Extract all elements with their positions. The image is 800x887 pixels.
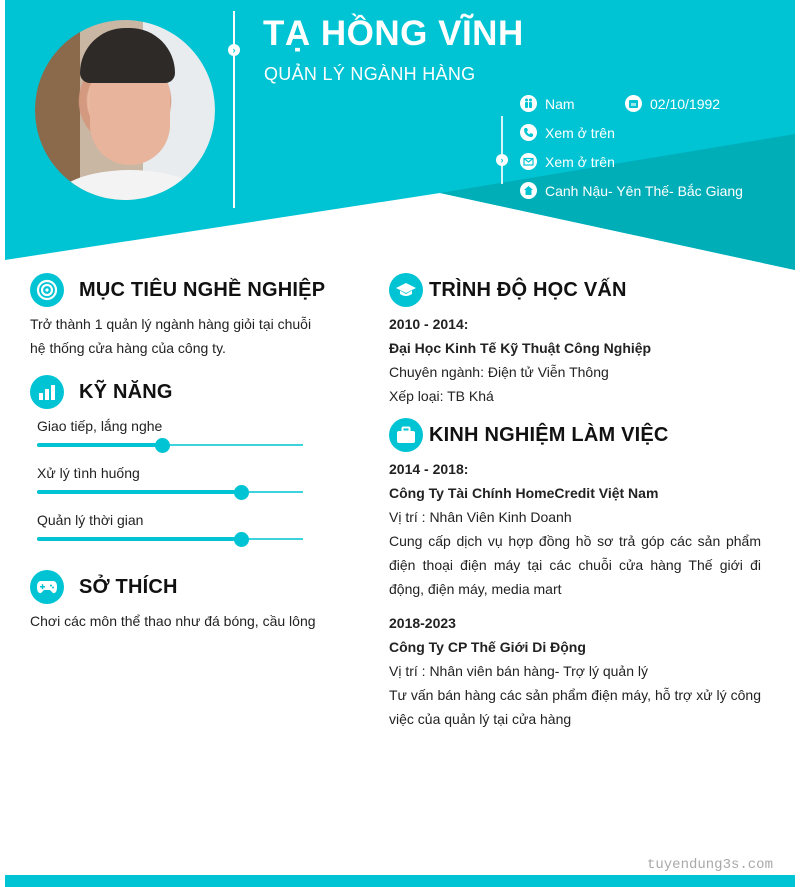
- briefcase-icon: [389, 418, 423, 452]
- calendar-icon: [625, 95, 642, 112]
- section-objective-heading: [30, 273, 325, 307]
- gender-icon: [520, 95, 537, 112]
- education-block: [389, 312, 761, 408]
- section-title: TRÌNH ĐỘ HỌC VẤN: [429, 278, 627, 301]
- section-title: MỤC TIÊU NGHỀ NGHIỆP: [79, 278, 326, 301]
- home-icon: [520, 182, 537, 199]
- job-description: Cung cấp dịch vụ hợp đồng hồ sơ trả góp các sản phẩm điện thoại điện máy tại các chuỗi cửa hàng Thế giới đi động, điện máy, media mart: [389, 533, 761, 597]
- birthday-value: 02/10/1992: [650, 95, 721, 112]
- job-description: Tư vấn bán hàng các sản phẩm điện máy, hỗ trợ xử lý công việc của quản lý tại cửa hàng: [389, 687, 761, 727]
- footer-bar: [5, 875, 795, 887]
- skill-slider-knob[interactable]: [234, 532, 249, 547]
- hobbies-text: Chơi các môn thể thao như đá bóng, cầu lông: [30, 613, 316, 629]
- candidate-name: TẠ HỒNG VĨNH: [263, 14, 524, 53]
- cv-header: [0, 0, 800, 280]
- phone-value: Xem ở trên: [545, 124, 615, 141]
- experience-item: [389, 457, 761, 601]
- bar-chart-icon: [30, 375, 64, 409]
- skill-bar-fill: [37, 490, 242, 494]
- education-major: Chuyên ngành: Điện tử Viễn Thông: [389, 364, 609, 380]
- education-grade: Xếp loại: TB Khá: [389, 388, 494, 404]
- job-period: 2018-2023: [389, 615, 456, 631]
- candidate-title: QUẢN LÝ NGÀNH HÀNG: [264, 64, 476, 84]
- info-email: [520, 153, 615, 170]
- header-divider: [233, 11, 235, 208]
- section-hobbies-heading: [30, 570, 178, 604]
- mail-icon: [520, 153, 537, 170]
- skill-bar-fill: [37, 537, 242, 541]
- education-school: Đại Học Kinh Tế Kỹ Thuật Công Nghiệp: [389, 340, 652, 356]
- job-company: Công Ty CP Thế Giới Di Động: [389, 639, 586, 655]
- watermark: tuyendung3s.com: [646, 857, 773, 873]
- section-skills-heading: [30, 375, 173, 409]
- experience-item: [389, 611, 761, 731]
- skill-label: Quản lý thời gian: [37, 512, 144, 528]
- skill-slider-knob[interactable]: [155, 438, 170, 453]
- section-title: KỸ NĂNG: [79, 380, 173, 403]
- objective-line: hệ thống cửa hàng của công ty.: [30, 340, 226, 356]
- info-phone: [520, 124, 615, 141]
- job-position: Vị trí : Nhân viên bán hàng- Trợ lý quản lý: [389, 663, 648, 679]
- skill-label: Xử lý tình huống: [37, 465, 140, 481]
- avatar: [35, 20, 215, 200]
- objective-line: Trở thành 1 quản lý ngành hàng giỏi tại chuỗi: [30, 316, 312, 332]
- job-period: 2014 - 2018:: [389, 461, 469, 477]
- job-position: Vị trí : Nhân Viên Kinh Doanh: [389, 509, 572, 525]
- skill-label: Giao tiếp, lắng nghe: [37, 418, 163, 434]
- objective-text: [30, 312, 311, 360]
- section-education-heading: [389, 273, 627, 307]
- target-icon: [30, 273, 64, 307]
- section-title: KINH NGHIỆM LÀM VIỆC: [429, 423, 669, 446]
- info-address: [520, 182, 743, 199]
- education-period: 2010 - 2014:: [389, 316, 469, 332]
- skill-bar-fill: [37, 443, 163, 447]
- phone-icon: [520, 124, 537, 141]
- info-divider: [501, 116, 503, 184]
- info-gender: [520, 95, 575, 112]
- graduation-cap-icon: [389, 273, 423, 307]
- job-company: Công Ty Tài Chính HomeCredit Việt Nam: [389, 485, 659, 501]
- skill-slider-knob[interactable]: [234, 485, 249, 500]
- chevron-right-icon: ›: [228, 44, 240, 56]
- address-value: Canh Nậu- Yên Thế- Bắc Giang: [545, 182, 743, 199]
- gender-value: Nam: [545, 95, 575, 112]
- section-title: SỞ THÍCH: [79, 575, 178, 598]
- section-experience-heading: [389, 418, 669, 452]
- chevron-right-icon: ›: [496, 154, 508, 166]
- info-birthday: [625, 95, 720, 112]
- gamepad-icon: [30, 570, 64, 604]
- email-value: Xem ở trên: [545, 153, 615, 170]
